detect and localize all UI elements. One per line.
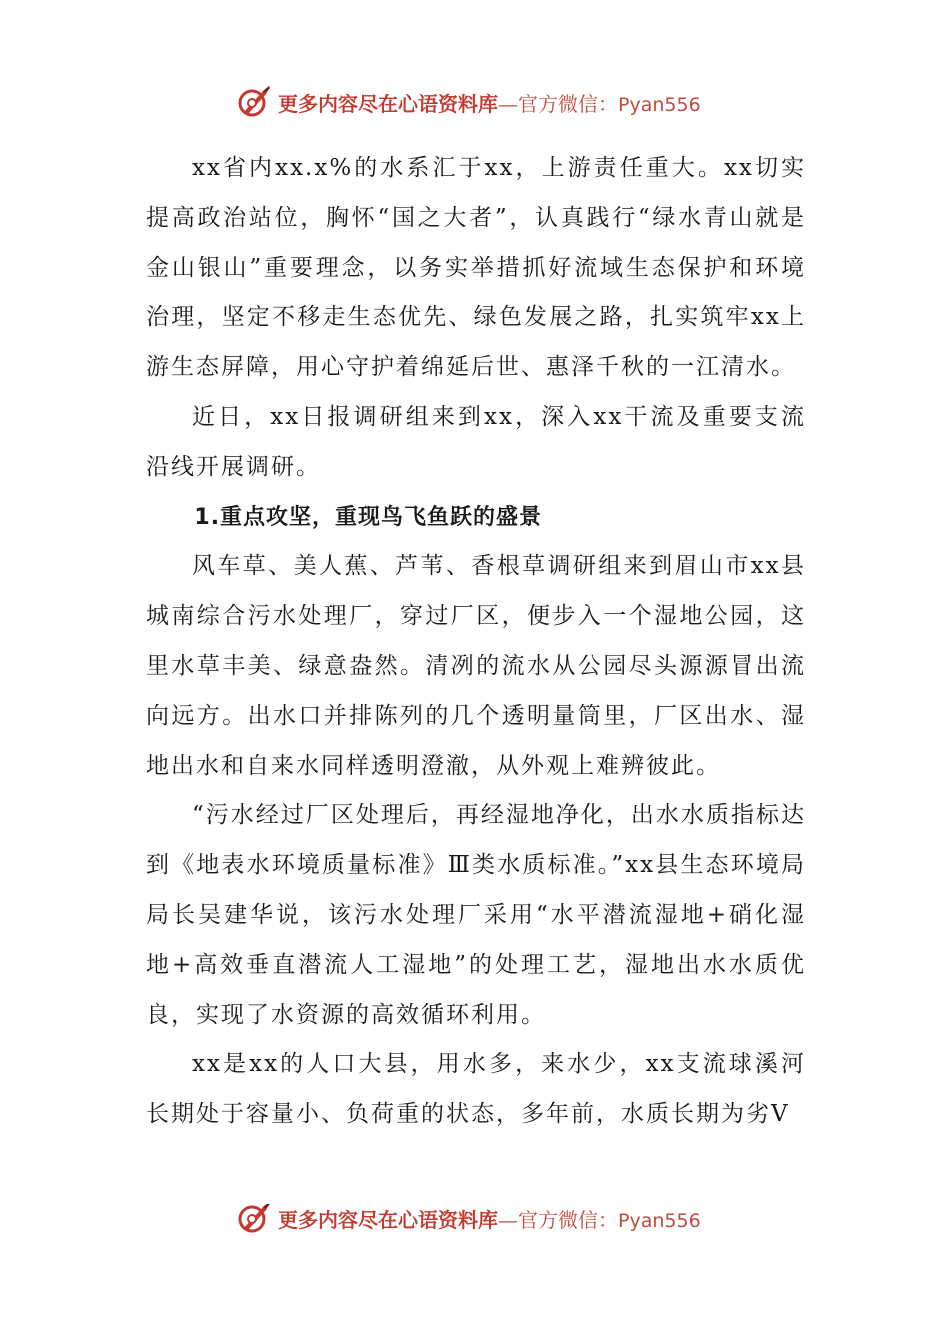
pen-logo-icon (236, 1204, 272, 1236)
footer-dash: — (498, 1207, 518, 1232)
paragraph-1: xx省内xx.x%的水系汇于xx，上游责任重大。xx切实提高政治站位，胸怀“国之大者”，认真践行“绿水青山就是金山银山”重要理念，以务实举措抓好流域生态保护和环境治理，坚定不移走生态优先、绿色发展之路，扎实筑牢xx上游生态屏障，用心守护着绵延后世、惠泽千秋的一江清水。 (146, 155, 806, 381)
footer-wechat-label: 官方微信： (518, 1207, 618, 1232)
footer-library-name: 更多内容尽在心语资料库 (278, 1207, 498, 1232)
article-body (146, 144, 806, 1140)
header-wechat-label: 官方微信： (518, 91, 618, 116)
paragraph-4: “污水经过厂区处理后，再经湿地净化，出水水质指标达到《地表水环境质量标准》Ⅲ类水质标准。”xx县生态环境局局长吴建华说，该污水处理厂采用“水平潜流湿地+硝化湿地+高效垂直潜流人工湿地”的处理工艺，湿地出水水质优良，实现了水资源的高效循环利用。 (146, 802, 806, 1028)
footer-watermark-text (278, 1204, 701, 1233)
header-dash: — (498, 91, 518, 116)
paragraph-5: xx是xx的人口大县，用水多，来水少，xx支流球溪河长期处于容量小、负荷重的状态，多年前，水质长期为劣Ⅴ (146, 1051, 806, 1128)
footer-wechat-id: Pyan556 (618, 1209, 701, 1232)
paragraph-2: 近日，xx日报调研组来到xx，深入xx干流及重要支流沿线开展调研。 (146, 403, 806, 480)
header-watermark-text (278, 88, 701, 117)
header-library-name: 更多内容尽在心语资料库 (278, 91, 498, 116)
header-watermark (236, 82, 701, 122)
footer-watermark (236, 1204, 701, 1240)
header-wechat-id: Pyan556 (618, 93, 701, 116)
section-heading-1: 1.重点攻坚，重现鸟飞鱼跃的盛景 (194, 504, 543, 530)
paragraph-3: 风车草、美人蕉、芦苇、香根草调研组来到眉山市xx县城南综合污水处理厂，穿过厂区，便步入一个湿地公园，这里水草丰美、绿意盎然。清冽的流水从公园尽头源源冒出流向远方。出水口并排陈列的几个透明量筒里，厂区出水、湿地出水和自来水同样透明澄澈，从外观上难辨彼此。 (146, 553, 806, 779)
pen-logo-icon (236, 84, 272, 120)
